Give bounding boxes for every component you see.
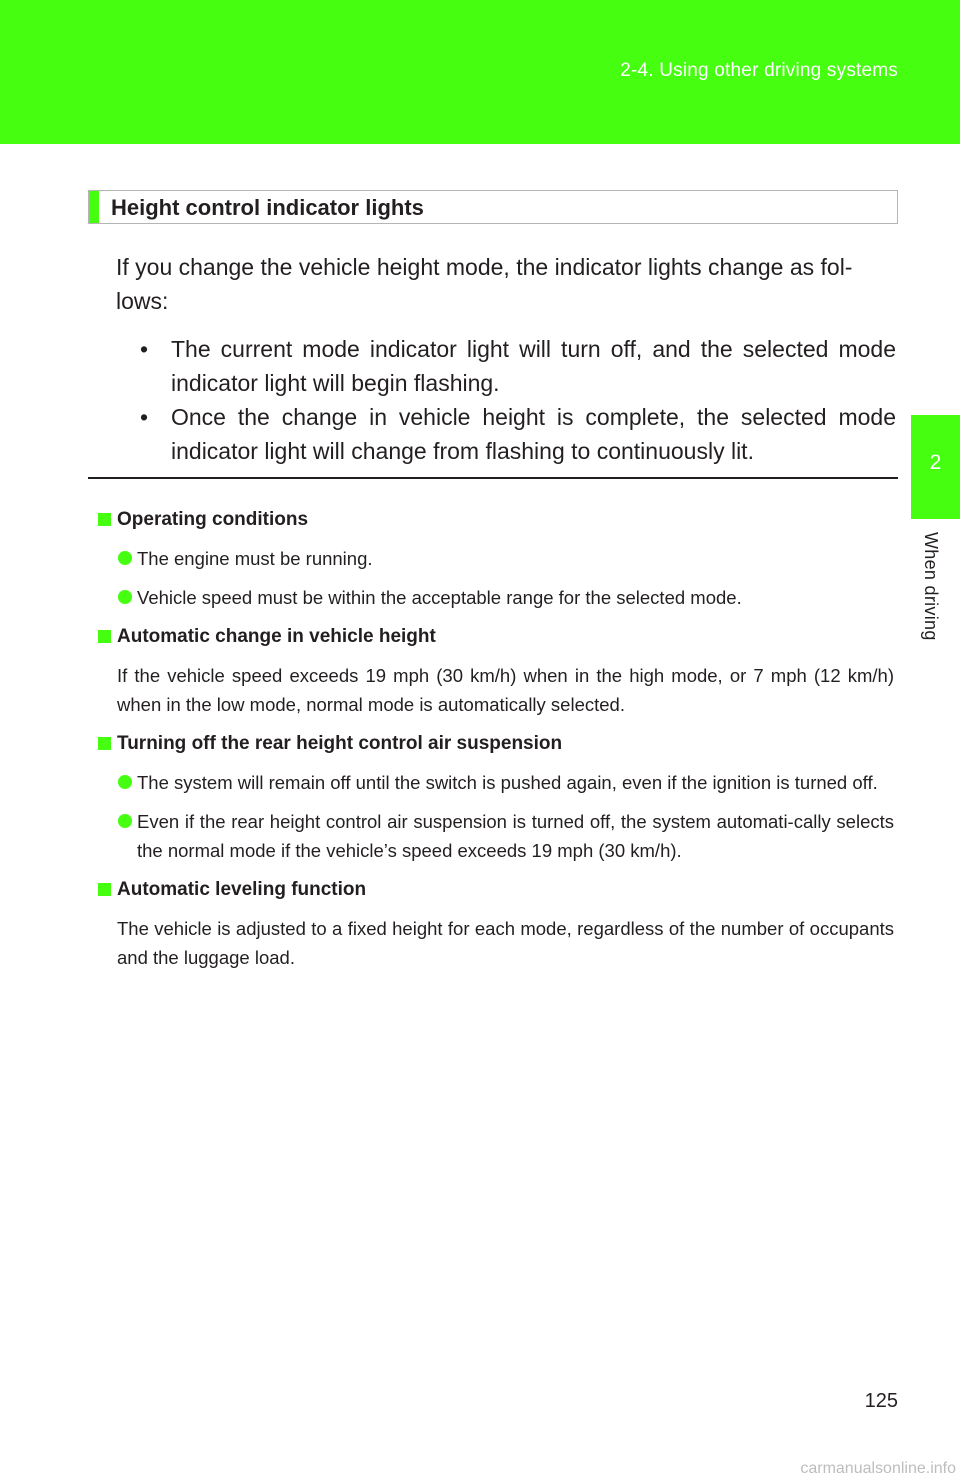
note-item — [98, 768, 894, 797]
bullet-item — [116, 332, 896, 400]
chapter-number: 2 — [929, 451, 942, 474]
bullet-dot: • — [140, 404, 149, 430]
page-number: 125 — [864, 1390, 898, 1412]
note-heading-text: Turning off the rear height control air suspension — [117, 733, 563, 754]
circle-bullet-icon — [118, 590, 132, 604]
section-reference: 2-4. Using other driving systems — [620, 60, 898, 81]
chapter-label: When driving — [921, 532, 941, 641]
section-heading-box — [88, 190, 898, 224]
bullet-text: The current mode indicator light will turn off, and the selected mode indicator light will begin flashing. — [171, 336, 896, 396]
indicator-bullet-list — [116, 332, 896, 468]
notes-section — [98, 505, 894, 982]
note-heading-text: Operating conditions — [117, 509, 309, 530]
chapter-tab — [911, 415, 960, 519]
header-band — [0, 0, 960, 144]
heading-accent-bar — [89, 191, 99, 223]
square-bullet-icon — [98, 883, 111, 896]
note-item — [98, 544, 894, 573]
note-item-text: Even if the rear height control air suspension is turned off, the system automati-cally selects the normal mode if the vehicle’s speed exceeds 19 mph (30 km/h). — [137, 811, 894, 861]
circle-bullet-icon — [118, 775, 132, 789]
square-bullet-icon — [98, 630, 111, 643]
note-item-text: Vehicle speed must be within the acceptable range for the selected mode. — [137, 587, 742, 608]
note-item-text: The system will remain off until the switch is pushed again, even if the ignition is turned off. — [137, 772, 878, 793]
watermark: carmanualsonline.info — [800, 1460, 956, 1477]
note-item-text: The engine must be running. — [137, 548, 373, 569]
square-bullet-icon — [98, 737, 111, 750]
bullet-text: Once the change in vehicle height is complete, the selected mode indicator light will change from flashing to continuously lit. — [171, 404, 896, 464]
note-item — [98, 807, 894, 865]
section-heading: Height control indicator lights — [111, 195, 424, 220]
note-heading-turning-off — [98, 729, 894, 758]
note-item — [98, 583, 894, 612]
note-paragraph: If the vehicle speed exceeds 19 mph (30 km/h) when in the high mode, or 7 mph (12 km/h) when in the low mode, normal mode is automatically selected. — [117, 665, 894, 715]
intro-paragraph: If you change the vehicle height mode, the indicator lights change as fol-lows: — [116, 254, 853, 314]
section-divider — [88, 477, 898, 479]
note-heading-text: Automatic leveling function — [117, 879, 367, 900]
note-paragraph: The vehicle is adjusted to a fixed height for each mode, regardless of the number of occupants and the luggage load. — [117, 918, 894, 968]
note-heading-text: Automatic change in vehicle height — [117, 626, 436, 647]
circle-bullet-icon — [118, 814, 132, 828]
bullet-item — [116, 400, 896, 468]
note-heading-automatic-change — [98, 622, 894, 651]
bullet-dot: • — [140, 336, 149, 362]
circle-bullet-icon — [118, 551, 132, 565]
square-bullet-icon — [98, 513, 111, 526]
note-heading-operating-conditions — [98, 505, 894, 534]
note-heading-leveling — [98, 875, 894, 904]
